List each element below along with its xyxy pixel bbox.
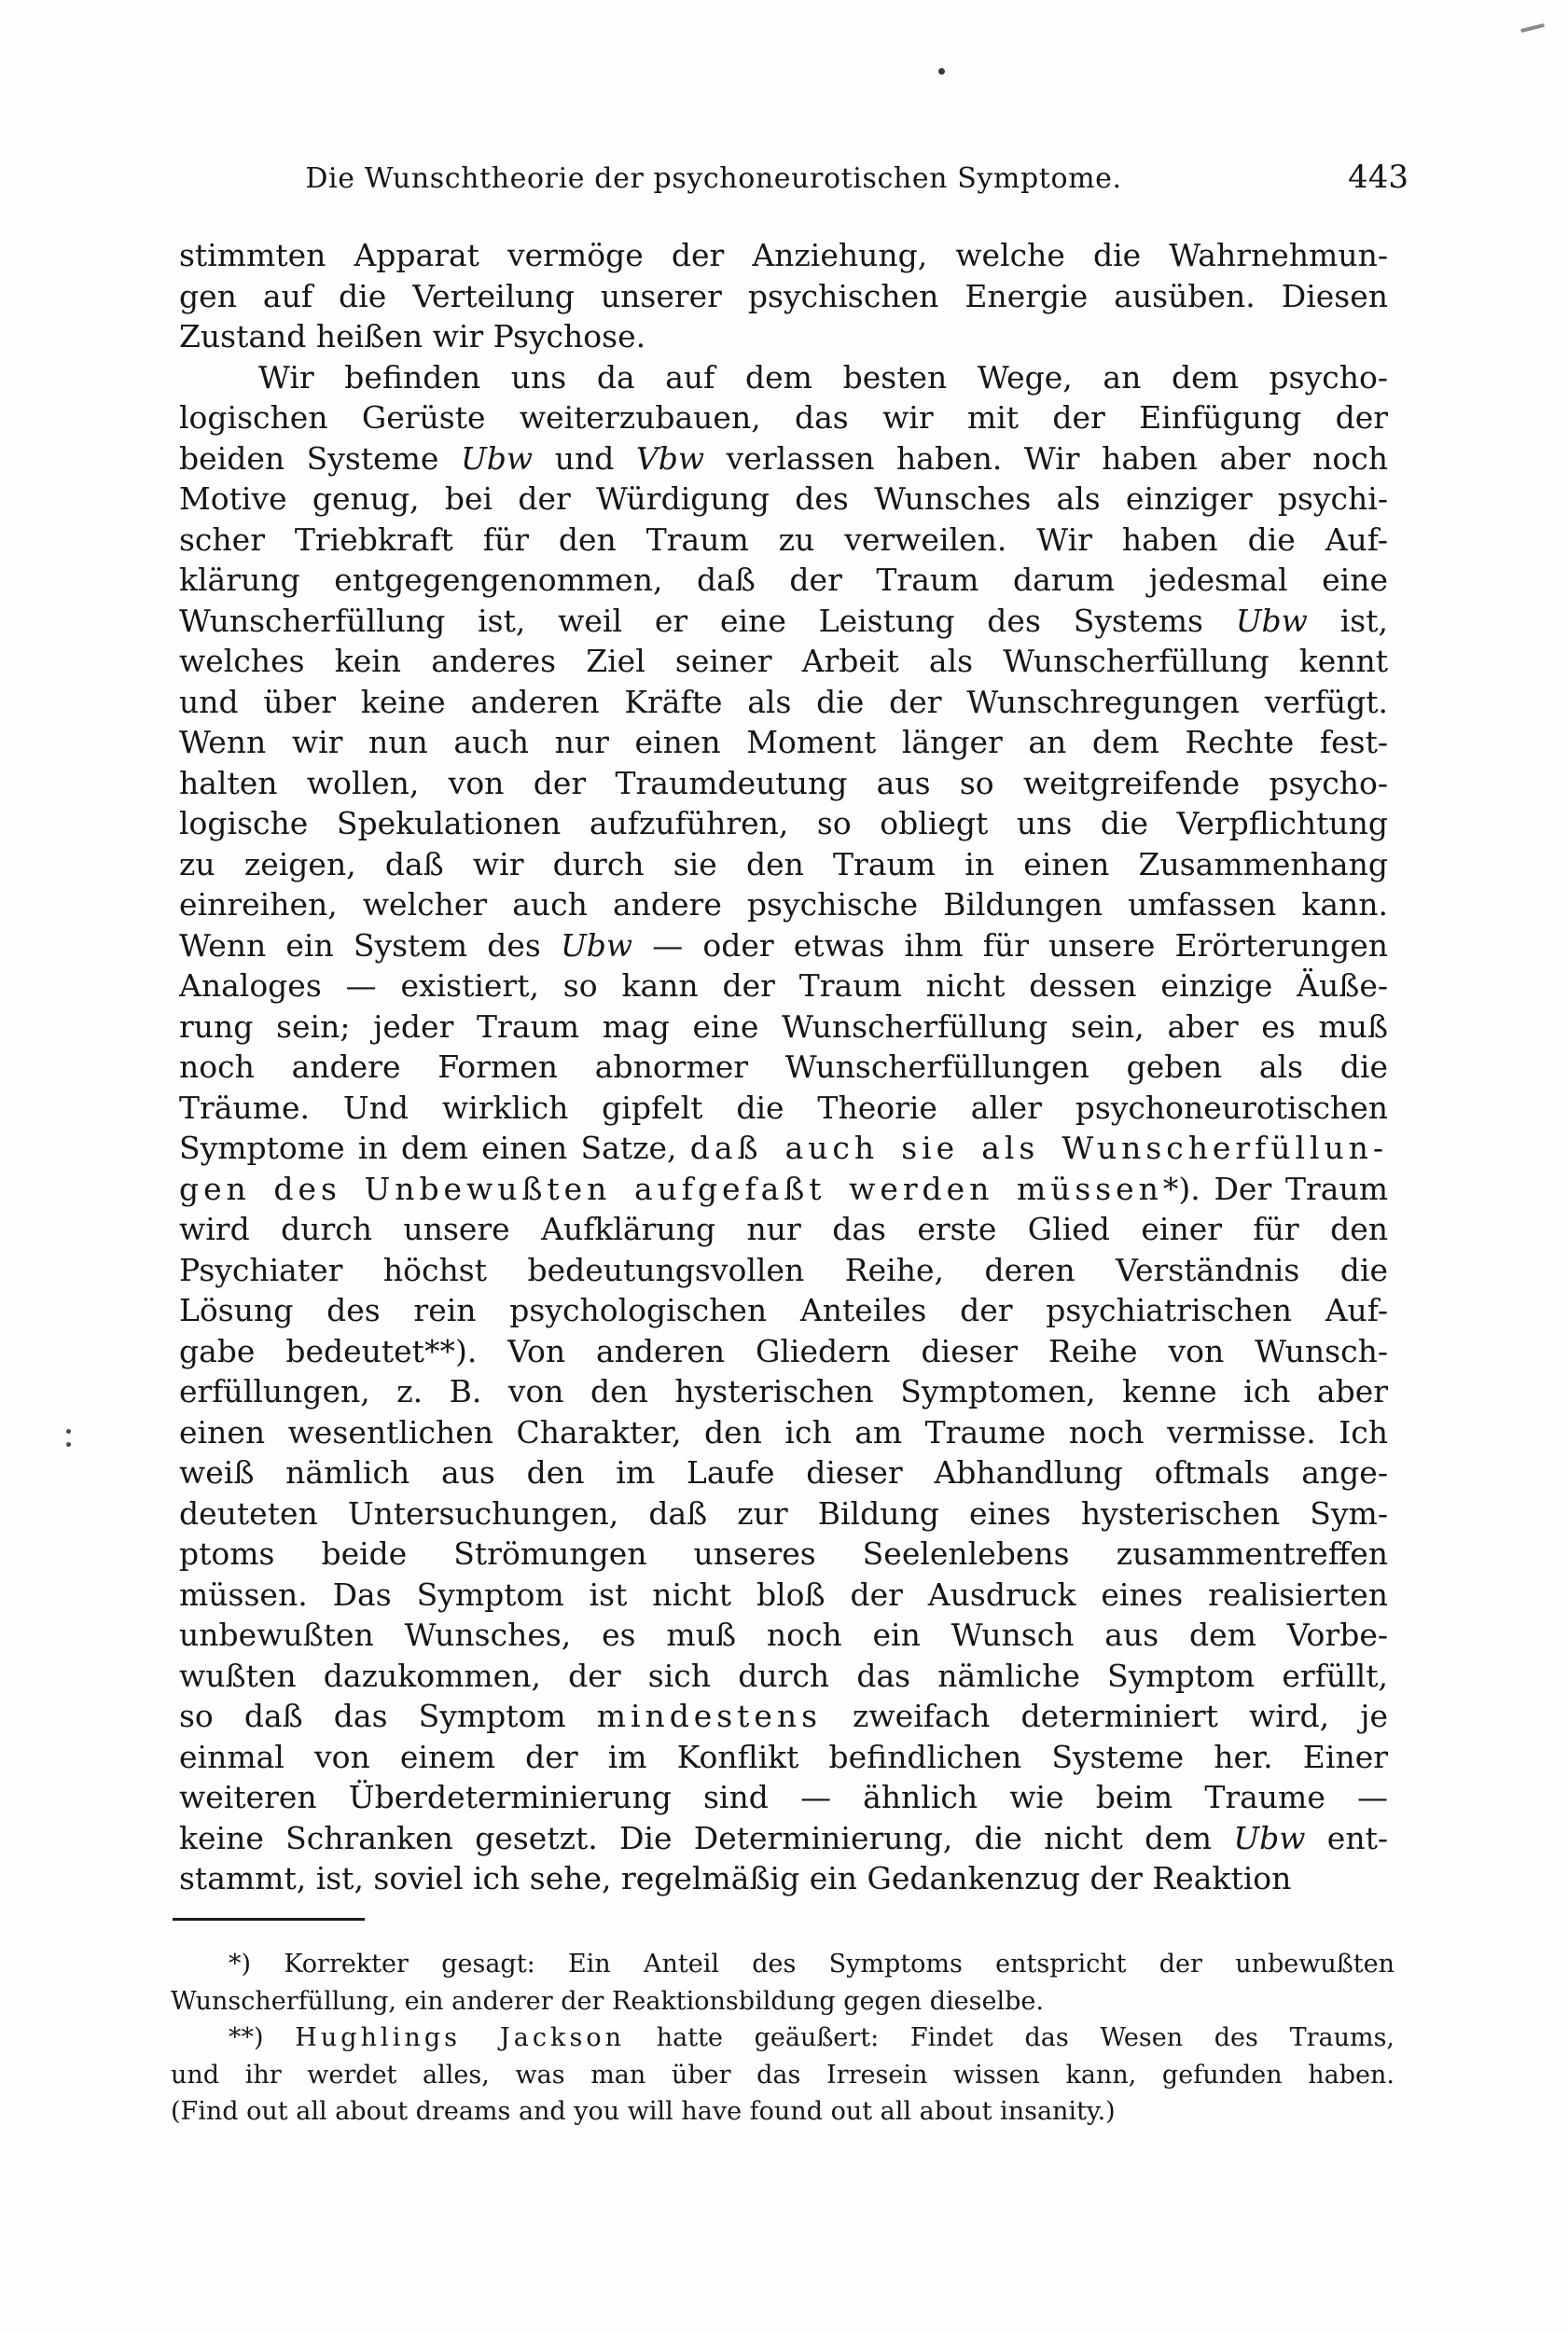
- emphasized-text: Vbw: [635, 439, 705, 477]
- text-segment: Psychiater höchst bedeutungsvollen Reihe, deren Verständnis die: [179, 1251, 1388, 1288]
- text-segment: (Find out all about dreams and you will have found out all about insanity.): [171, 2097, 1116, 2126]
- body-text: [179, 235, 1388, 1899]
- text-line: [179, 1656, 1388, 1697]
- text-line: [179, 1169, 1388, 1210]
- text-segment: einmal von einem der im Konflikt befindlichen Systeme her. Einer: [179, 1738, 1388, 1775]
- text-line: [179, 1128, 1388, 1169]
- text-segment: Wenn wir nun auch nur einen Moment länger an dem Rechte fest-: [179, 724, 1388, 760]
- text-segment: Zustand heißen wir Psychose.: [179, 318, 646, 354]
- text-segment: Wenn ein System des: [179, 926, 561, 964]
- text-segment: stimmten Apparat vermöge der Anziehung, welche die Wahrnehmun-: [179, 237, 1388, 273]
- text-segment: deuteten Untersuchungen, daß zur Bildung eines hysterischen Sym-: [179, 1494, 1388, 1532]
- text-line: [171, 2020, 1395, 2057]
- scan-artifact: [938, 68, 945, 75]
- running-title: Die Wunschtheorie der psychoneurotischen Symptome.: [305, 162, 1122, 195]
- text-segment: beiden Systeme: [179, 439, 461, 477]
- text-segment: müssen. Das Symptom ist nicht bloß der Ausdruck eines realisierten: [179, 1576, 1388, 1613]
- text-segment: wird durch unsere Aufklärung nur das erste Glied einer für den: [179, 1211, 1388, 1247]
- page-number: 443: [1348, 159, 1408, 196]
- text-segment: stammt, ist, soviel ich sehe, regelmäßig ein Gedankenzug der Reaktion: [179, 1860, 1292, 1896]
- text-segment: Wunscherfüllung, ein anderer der Reaktionsbildung gegen dieselbe.: [171, 1986, 1044, 2016]
- emphasized-text: Ubw: [1233, 1819, 1306, 1856]
- text-line: [179, 965, 1388, 1007]
- text-line: [179, 1777, 1388, 1818]
- text-segment: scher Triebkraft für den Traum zu verweilen. Wir haben die Auf-: [179, 521, 1388, 558]
- text-segment: zu zeigen, daß wir durch sie den Traum in einen Zusammenhang: [179, 845, 1388, 882]
- text-line: [179, 844, 1388, 885]
- text-segment: Träume. Und wirklich gipfelt die Theorie aller psychoneurotischen: [179, 1089, 1388, 1126]
- text-line: [179, 397, 1388, 438]
- emphasized-text: Hughlings Jackson: [295, 2023, 626, 2052]
- text-line: [179, 316, 1388, 357]
- text-line: [179, 1047, 1388, 1088]
- text-segment: so daß das Symptom: [179, 1698, 597, 1734]
- text-line: [171, 2057, 1395, 2094]
- scan-artifact: [1520, 23, 1545, 33]
- text-segment: halten wollen, von der Traumdeutung aus so weitgreifende psycho-: [179, 764, 1388, 801]
- text-segment: zweifach determiniert wird, je: [821, 1698, 1388, 1734]
- text-segment: Motive genug, bei der Würdigung des Wunsches als einziger psychi-: [179, 480, 1388, 517]
- text-segment: Analoges — existiert, so kann der Traum nicht dessen einzige Äuße-: [179, 967, 1388, 1004]
- text-line: [179, 1493, 1388, 1535]
- text-segment: einen wesentlichen Charakter, den ich am Traume noch vermisse. Ich: [179, 1413, 1388, 1451]
- text-segment: rung sein; jeder Traum mag eine Wunscherfüllung sein, aber es muß: [179, 1007, 1388, 1045]
- text-line: [179, 520, 1388, 561]
- text-line: [179, 763, 1388, 804]
- text-line: [179, 1290, 1388, 1331]
- text-line: [179, 1818, 1388, 1859]
- text-line: [179, 438, 1388, 479]
- text-line: [179, 803, 1388, 844]
- text-segment: weiteren Überdeterminierung sind — ähnlich wie beim Traume —: [179, 1779, 1388, 1815]
- text-segment: hatte geäußert: Findet das Wesen des Traums,: [625, 2023, 1395, 2052]
- text-segment: gen auf die Verteilung unserer psychischen Energie ausüben. Diesen: [179, 277, 1388, 314]
- text-line: [179, 1209, 1388, 1250]
- text-line: [179, 884, 1388, 925]
- text-segment: keine Schranken gesetzt. Die Determinierung, die nicht dem: [179, 1819, 1234, 1856]
- text-line: [179, 1534, 1388, 1575]
- text-segment: noch andere Formen abnormer Wunscherfüllungen geben als die: [179, 1048, 1388, 1085]
- text-line: [179, 722, 1388, 763]
- scan-artifact: [66, 1429, 71, 1434]
- text-segment: einreihen, welcher auch andere psychische Bildungen umfassen kann.: [179, 886, 1388, 923]
- text-segment: unbewußten Wunsches, es muß noch ein Wunsch aus dem Vorbe-: [179, 1617, 1388, 1653]
- text-line: [179, 1737, 1388, 1778]
- footnotes: [171, 1946, 1395, 2131]
- text-line: [179, 1412, 1388, 1453]
- text-line: [179, 1696, 1388, 1737]
- text-line: [179, 235, 1388, 276]
- text-line: [171, 1946, 1395, 1983]
- text-line: [179, 1331, 1388, 1372]
- text-line: [179, 1615, 1388, 1656]
- text-segment: welches kein anderes Ziel seiner Arbeit als Wunscherfüllung kennt: [179, 643, 1388, 679]
- text-line: [179, 357, 1388, 398]
- text-segment: ptoms beide Strömungen unseres Seelenlebens zusammentreffen: [179, 1535, 1388, 1572]
- text-line: [179, 925, 1388, 966]
- text-line: [171, 1983, 1395, 2021]
- text-segment: logische Spekulationen aufzuführen, so obliegt uns die Verpflichtung: [179, 805, 1388, 841]
- text-segment: und ihr werdet alles, was man über das Irresein wissen kann, gefunden haben.: [171, 2060, 1395, 2090]
- text-line: [179, 1452, 1388, 1493]
- text-segment: *) Korrekter gesagt: Ein Anteil des Symptoms entspricht der unbewußten: [229, 1950, 1395, 1979]
- scan-artifact: [66, 1442, 71, 1447]
- text-line: [179, 560, 1388, 601]
- text-segment: erfüllungen, z. B. von den hysterischen Symptomen, kenne ich aber: [179, 1373, 1388, 1410]
- text-line: [179, 1575, 1388, 1616]
- text-segment: ist,: [1307, 602, 1388, 639]
- text-segment: und über keine anderen Kräfte als die der Wunschregungen verfügt.: [179, 683, 1388, 720]
- emphasized-text: daß auch sie als Wunscherfüllun-: [689, 1130, 1388, 1166]
- text-segment: Symptome in dem einen Satze,: [179, 1130, 690, 1166]
- text-segment: **): [229, 2023, 296, 2052]
- text-line: [179, 1250, 1388, 1291]
- text-line: [179, 601, 1388, 642]
- text-line: [179, 276, 1388, 317]
- text-segment: verlassen haben. Wir haben aber noch: [704, 439, 1388, 477]
- text-line: [179, 1371, 1388, 1412]
- text-segment: logischen Gerüste weiterzubauen, das wir mit der Einfügung der: [179, 399, 1388, 436]
- text-line: [179, 1858, 1388, 1899]
- text-line: [179, 682, 1388, 723]
- emphasized-text: Ubw: [461, 439, 534, 477]
- text-segment: Lösung des rein psychologischen Anteiles der psychiatrischen Auf-: [179, 1292, 1388, 1328]
- text-line: [171, 2093, 1395, 2131]
- text-segment: Wir befinden uns da auf dem besten Wege, an dem psycho-: [258, 358, 1388, 396]
- text-line: [179, 641, 1388, 682]
- text-segment: gabe bedeutet**). Von anderen Gliedern dieser Reihe von Wunsch-: [179, 1332, 1388, 1369]
- footnote-separator: [173, 1918, 365, 1921]
- text-segment: Wunscherfüllung ist, weil er eine Leistung des Systems: [179, 602, 1236, 639]
- text-segment: klärung entgegengenommen, daß der Traum darum jedesmal eine: [179, 562, 1388, 598]
- text-segment: *). Der Traum: [1162, 1170, 1388, 1207]
- text-segment: und: [533, 439, 636, 477]
- emphasized-text: Ubw: [560, 926, 633, 964]
- text-segment: wußten dazukommen, der sich durch das nämliche Symptom erfüllt,: [179, 1657, 1388, 1694]
- text-segment: weiß nämlich aus den im Laufe dieser Abhandlung oftmals ange-: [179, 1454, 1388, 1491]
- emphasized-text: mindestens: [596, 1698, 822, 1734]
- text-line: [179, 479, 1388, 520]
- emphasized-text: gen des Unbewußten aufgefaßt werden müssen: [179, 1170, 1163, 1207]
- text-line: [179, 1007, 1388, 1048]
- text-segment: ent-: [1305, 1819, 1388, 1856]
- text-segment: — oder etwas ihm für unsere Erörterungen: [632, 926, 1388, 964]
- text-line: [179, 1088, 1388, 1129]
- emphasized-text: Ubw: [1235, 602, 1308, 639]
- page-header: [179, 159, 1408, 201]
